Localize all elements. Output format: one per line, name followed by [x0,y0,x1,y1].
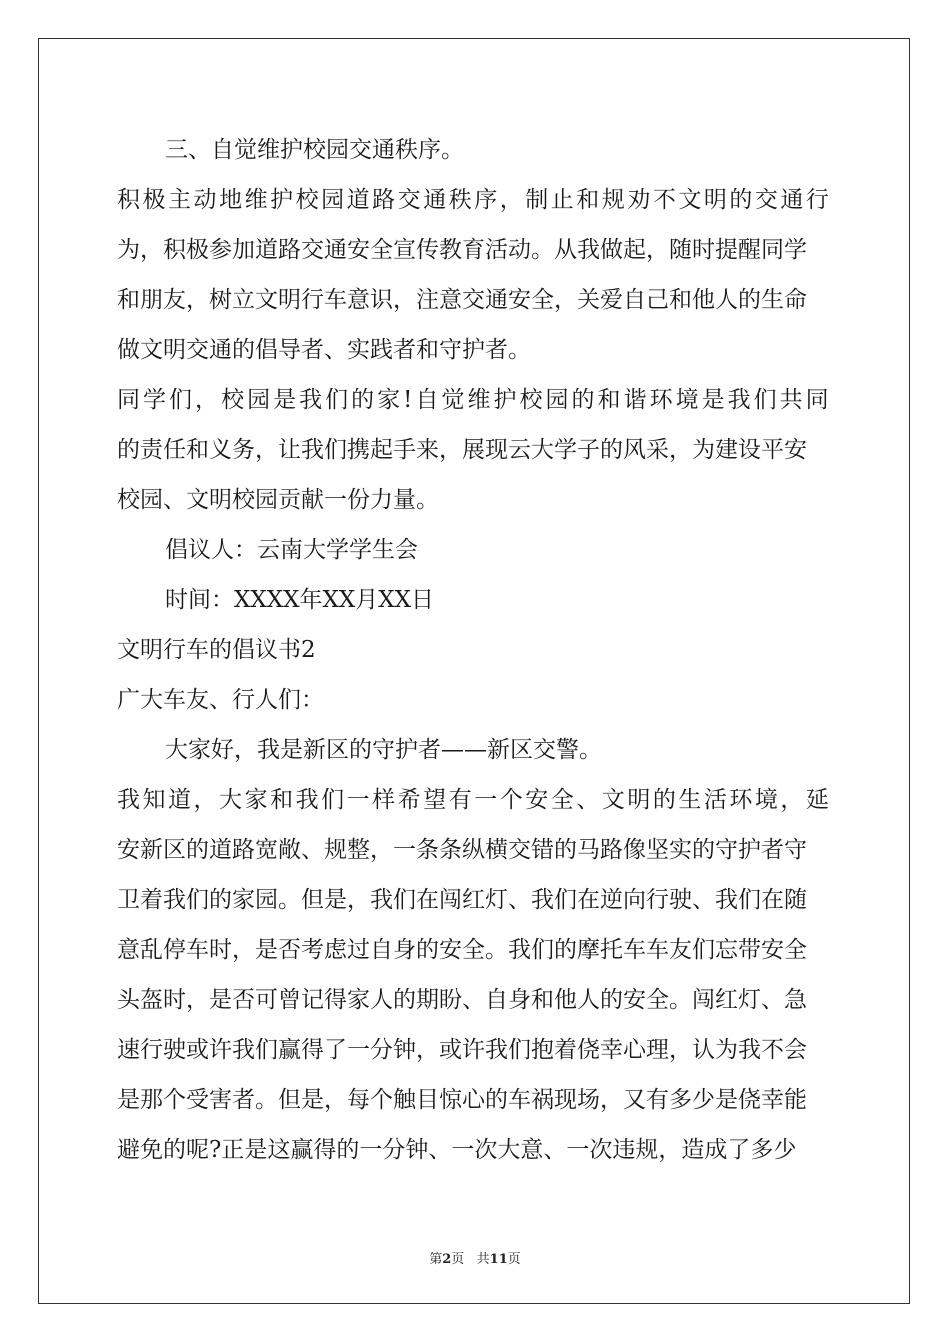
paragraph-line: 头盔时，是否可曾记得家人的期盼、自身和他人的安全。闯红灯、急 [117,987,807,1013]
paragraph-line: 做文明交通的倡导者、实践者和守护者。 [117,337,531,363]
footer-middle: 页 共 [451,1252,490,1267]
paragraph-line: 和朋友，树立文明行车意识，注意交通安全，关爱自己和他人的生命 [117,287,807,313]
section-heading: 三、自觉维护校园交通秩序。 [165,137,464,163]
paragraph-line: 意乱停车时，是否考虑过自身的安全。我们的摩托车车友们忘带安全 [117,937,807,963]
paragraph-line: 同 学 们 ， 校 园 是 我 们 的 家 ! 自 觉 维 护 校 园 的 和 谐 环 境 是 我 们 共 同 [117,387,829,413]
paragraph-line: 我 知 道 ， 大 家 和 我 们 一 样 希 望 有 一 个 安 全 、 文 明 的 生 活 环 境 ， 延 [117,787,829,813]
footer-suffix: 页 [507,1252,521,1267]
total-pages-number: 11 [489,1252,508,1267]
page-footer [0,1248,950,1267]
document-title: 文明行车的倡议书2 [117,637,316,663]
paragraph-line: 大家好，我是新区的守护者——新区交警。 [165,737,602,763]
paragraph-line: 是那个受害者。但是，每个触目惊心的车祸现场，又有多少是侥幸能 [117,1087,807,1113]
signature-line: 倡议人：云南大学学生会 [165,537,418,563]
paragraph-line: 速行驶或许我们赢得了一分钟，或许我们抱着侥幸心理，认为我不会 [117,1037,807,1063]
current-page-number: 2 [442,1252,452,1267]
paragraph-line: 的责任和义务，让我们携起手来，展现云大学子的风采，为建设平安 [117,437,807,463]
date-line: 时间：XXXX年XX月XX日 [165,587,434,613]
paragraph-line: 安新区的道路宽敞、规整，一条条纵横交错的马路像坚实的守护者守 [117,837,807,863]
paragraph-line: 卫着我们的家园。但是，我们在闯红灯、我们在逆向行驶、我们在随 [117,887,807,913]
paragraph-line: 避免的呢?正是这赢得的一分钟、一次大意、一次违规，造成了多少 [117,1137,797,1163]
salutation: 广大车友、行人们： [117,687,324,713]
footer-prefix: 第 [429,1252,443,1267]
paragraph-line: 为，积极参加道路交通安全宣传教育活动。从我做起，随时提醒同学 [117,237,807,263]
paragraph-line: 校园、文明校园贡献一份力量。 [117,487,439,513]
paragraph-line: 积 极 主 动 地 维 护 校 园 道 路 交 通 秩 序 ， 制 止 和 规 劝 不 文 明 的 交 通 行 [117,187,829,213]
